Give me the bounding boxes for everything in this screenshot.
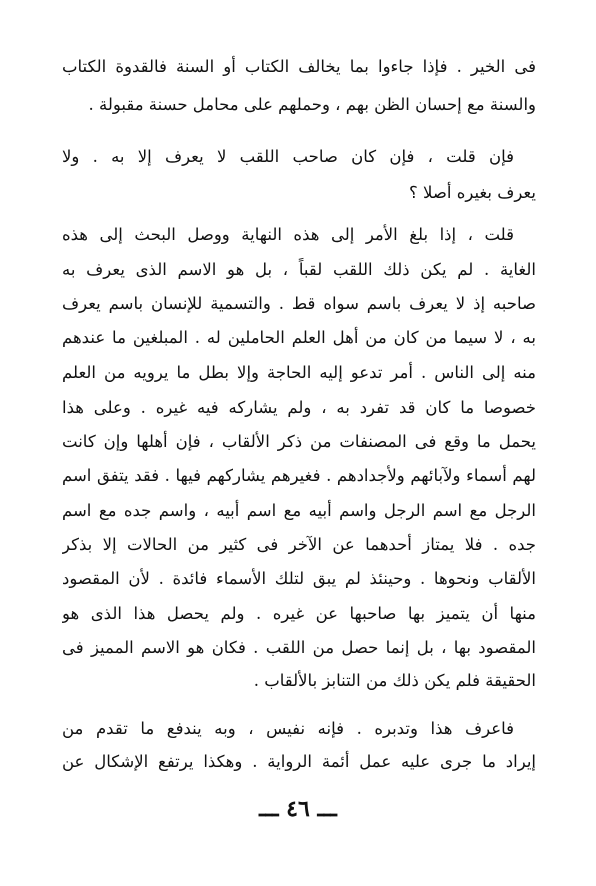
text-line: المقصود بها ، بل إنما حصل من اللقب . فكان هو الاسم المميز فى	[62, 638, 536, 657]
text-line: يحمل ما وقع فى المصنفات من ذكر الألقاب ، فإن أهلها وإن كانت	[62, 432, 536, 451]
text-line: الألقاب ونحوها . وحينئذ لم يبق لتلك الأسماء فائدة . لأن المقصود	[62, 569, 536, 588]
text-line: قلت ، إذا بلغ الأمر إلى هذه النهاية ووصل البحث إلى هذه	[62, 225, 514, 244]
text-line: الرجل مع اسم الرجل واسم أبيه مع اسم أبيه ، واسم جده مع اسم	[62, 501, 536, 520]
text-line: يعرف بغيره أصلا ؟	[409, 183, 536, 202]
text-line: جده . فلا يمتاز أحدهما عن الآخر فى كثير من الحالات إلا بذكر	[62, 535, 536, 554]
text-line: لهم أسماء ولآبائهم ولأجدادهم . فغيرهم يشاركهم فيها . فقد يتفق اسم	[62, 466, 536, 485]
text-line: صاحبه إذ لا يعرف باسم سواه قط . والتسمية للإنسان باسم يعرف	[62, 294, 536, 313]
page-number: ـــ ٤٦ ـــ	[259, 796, 337, 822]
text-line: منه إلى الناس . أمر تدعو إليه الحاجة وإلا بطل ما يرويه من العلم	[62, 363, 536, 382]
text-line: خصوصا ما كان قد تفرد به ، ولم يشاركه فيه غيره . وعلى هذا	[62, 398, 536, 417]
text-line: به ، لا سيما من كان من أهل العلم الحاملين له . المبلغين ما عندهم	[62, 328, 536, 347]
text-line: فى الخير . فإذا جاءوا بما يخالف الكتاب أو السنة فالقدوة الكتاب	[62, 57, 536, 76]
text-line: الغاية . لم يكن ذلك اللقب لقباً ، بل هو الاسم الذى يعرف به	[62, 260, 536, 279]
text-line: فإن قلت ، فإن كان صاحب اللقب لا يعرف إلا به . ولا	[62, 147, 514, 166]
text-line: إيراد ما جرى عليه عمل أئمة الرواية . وهكذا يرتفع الإشكال عن	[62, 752, 536, 771]
text-line: فاعرف هذا وتدبره . فإنه نفيس ، وبه يندفع ما تقدم من	[62, 719, 514, 738]
text-line: منها أن يتميز بها صاحبها عن غيره . ولم يحصل هذا الذى هو	[62, 604, 536, 623]
text-line: والسنة مع إحسان الظن بهم ، وحملهم على محامل حسنة مقبولة .	[88, 95, 536, 114]
text-line: الحقيقة فلم يكن ذلك من التنابز بالألقاب .	[253, 671, 536, 690]
